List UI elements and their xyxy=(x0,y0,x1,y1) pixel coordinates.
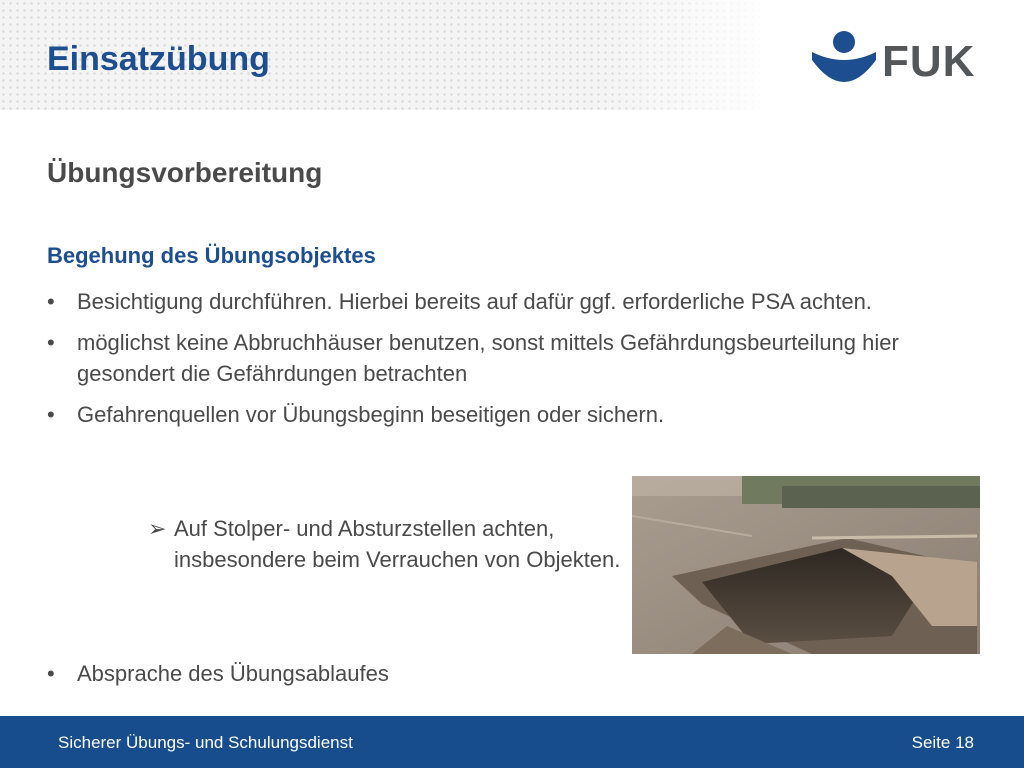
last-bullet-item xyxy=(47,658,389,689)
section-heading: Begehung des Übungsobjektes xyxy=(47,243,376,268)
sub-note-text: Auf Stolper- und Absturzstellen achten, insbesondere beim Verrauchen von Objekten. xyxy=(174,516,621,572)
floor-hole-photo xyxy=(632,476,980,654)
bullet-item xyxy=(47,399,927,430)
header-fade xyxy=(600,0,780,110)
fuk-logo xyxy=(810,30,976,88)
slide-title: Einsatzübung xyxy=(47,40,270,78)
bullet-icon: • xyxy=(47,661,55,686)
bullet-item xyxy=(47,327,927,389)
sub-note xyxy=(148,513,628,575)
bullet-icon: • xyxy=(47,402,55,427)
logo-text: FUK xyxy=(882,37,976,86)
bullet-list xyxy=(47,286,927,440)
fuk-figure-logo-icon xyxy=(810,30,878,88)
footer-page-number: Seite 18 xyxy=(911,733,974,752)
bullet-text: möglichst keine Abbruchhäuser benutzen, sonst mittels Gefährdungsbeurteilung hier gesondert die Gefährdungen betrachten xyxy=(77,330,899,386)
slide-subtitle: Übungsvorbereitung xyxy=(47,157,323,188)
bullet-item xyxy=(47,286,927,317)
bullet-icon: • xyxy=(47,330,55,355)
last-bullet-text: Absprache des Übungsablaufes xyxy=(77,661,389,686)
bullet-text: Besichtigung durchführen. Hierbei bereits auf dafür ggf. erforderliche PSA achten. xyxy=(77,289,872,314)
footer-course-name: Sicherer Übungs- und Schulungsdienst xyxy=(58,733,353,752)
arrow-bullet-icon: ➢ xyxy=(148,516,167,541)
bullet-text: Gefahrenquellen vor Übungsbeginn beseitigen oder sichern. xyxy=(77,402,665,427)
footer-bar xyxy=(0,716,1024,768)
bullet-icon: • xyxy=(47,289,55,314)
